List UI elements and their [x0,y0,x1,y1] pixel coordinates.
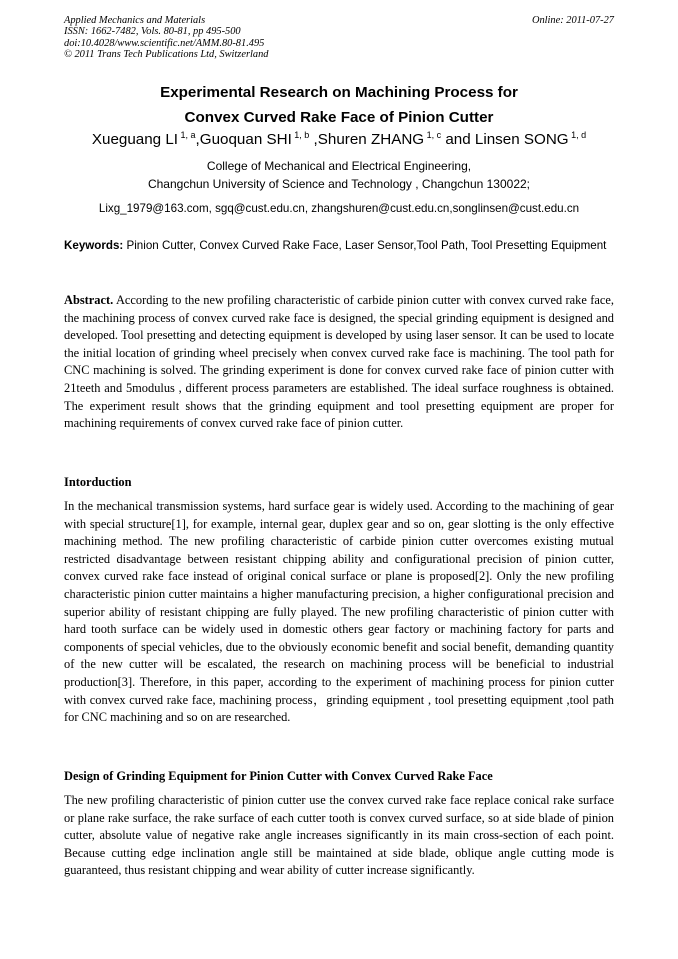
section-heading-grinding-equipment: Design of Grinding Equipment for Pinion Cutter with Convex Curved Rake Face [64,769,493,783]
affiliation-line-2: Changchun University of Science and Technology , Changchun 130022; [147,177,531,191]
abstract-text: According to the new profiling characteristic of carbide pinion cutter with convex curved rake face, the machining process of convex curved rake face is designed, the special grinding equipment is designed and developed. Tool presetting and detecting equipment is developed by using laser sensor. It can be used to locate the initial location of grinding wheel precisely when convex curved rake face is machining. The tool path for CNC machining is solved. The grinding experiment is done for convex curved rake face of pinion cutter with 21teeth and 5modulus , different process parameters are established. The ideal surface roughness is obtained. The experiment result shows that the grinding equipment and tool presetting equipment are proper for machining requirements of convex curved rake face of pinion cutter. [64,293,614,431]
affiliation-line-1: College of Mechanical and Electrical Engineering, [206,159,472,173]
copyright-line: © 2011 Trans Tech Publications Ltd, Switzerland [64,49,269,61]
author-name: Xueguang LI [91,131,179,148]
keywords-block [64,237,614,255]
paper-title [64,80,614,130]
introduction-paragraph: In the mechanical transmission systems, hard surface gear is widely used. According to the machining of gear with special structure[1], for example, internal gear, duplex gear and so on, gear slotting is the only effective machining method. The new profiling characteristic of carbide pinion cutter overcomes existing mutual restricted disadvantage between resistant chipping ability and configurational precision of pinion cutter, convex curved rake face instead of original conical surface or plane is proposed[2]. Only the new profiling characteristic pinion cutter maintains a higher manufacturing precision, a higher configurational precision and superior ability of resistant chipping are fully played. The new profiling characteristic of pinion cutter with hard tooth surface can be widely used in domestic others gear factory or machining factory for parts and components of special vehicles, due to the obviously economic benefit and social benefit, demanding quantity of the new cutter will be escalated, the research on machining process will be beneficial to industrial production[3]. Therefore, in this paper, according to the experiment of machining process for pinion cutter with convex curved rake face, machining process，grinding equipment , tool presetting equipment ,tool path for CNC machining and so on are researched. [64,499,614,725]
affiliation [64,157,614,193]
author-affil-mark: 1, a [178,130,196,140]
author-name: ,Guoquan SHI [195,131,292,148]
doi-line: doi:10.4028/www.scientific.net/AMM.80-81.495 [64,37,265,49]
online-date: Online: 2011-07-27 [531,15,614,26]
author-list [40,128,638,152]
author-affil-mark: 1, d [568,130,587,140]
author-emails: Lixg_1979@163.com, sgq@cust.edu.cn, zhangshuren@cust.edu.cn,songlinsen@cust.edu.cn [98,202,580,215]
author-name: ,Shuren ZHANG [309,131,425,148]
journal-header [64,15,268,61]
author-affil-mark: 1, b [291,130,310,140]
issn-line: ISSN: 1662-7482, Vols. 80-81, pp 495-500 [64,26,241,38]
abstract-label: Abstract. [64,293,114,307]
keywords-label: Keywords: [64,239,124,252]
author-name: and Linsen SONG [441,131,569,148]
title-line-1: Experimental Research on Machining Process for [160,84,518,101]
abstract-block [64,292,614,433]
section-heading-introduction: Intorduction [64,475,132,489]
grinding-equipment-paragraph: The new profiling characteristic of pinion cutter use the convex curved rake face replace conical rake surface or plane rake surface, the rake surface of each cutter tooth is convex curved surface, so at side blade of pinion cutter, absolute value of negative rake angle increases significantly in its main cross-section of each point. Because cutting edge inclination angle still be maintained at side blade, oblique angle cutting mode is guaranteed, thus resistant chipping and wear ability of cutter increase significantly. [64,793,614,878]
author-affil-mark: 1, c [424,130,442,140]
title-line-2: Convex Curved Rake Face of Pinion Cutter [184,109,494,126]
journal-name: Applied Mechanics and Materials [64,15,206,26]
keywords-text: Pinion Cutter, Convex Curved Rake Face, Laser Sensor,Tool Path, Tool Presetting Equipment [123,239,607,252]
